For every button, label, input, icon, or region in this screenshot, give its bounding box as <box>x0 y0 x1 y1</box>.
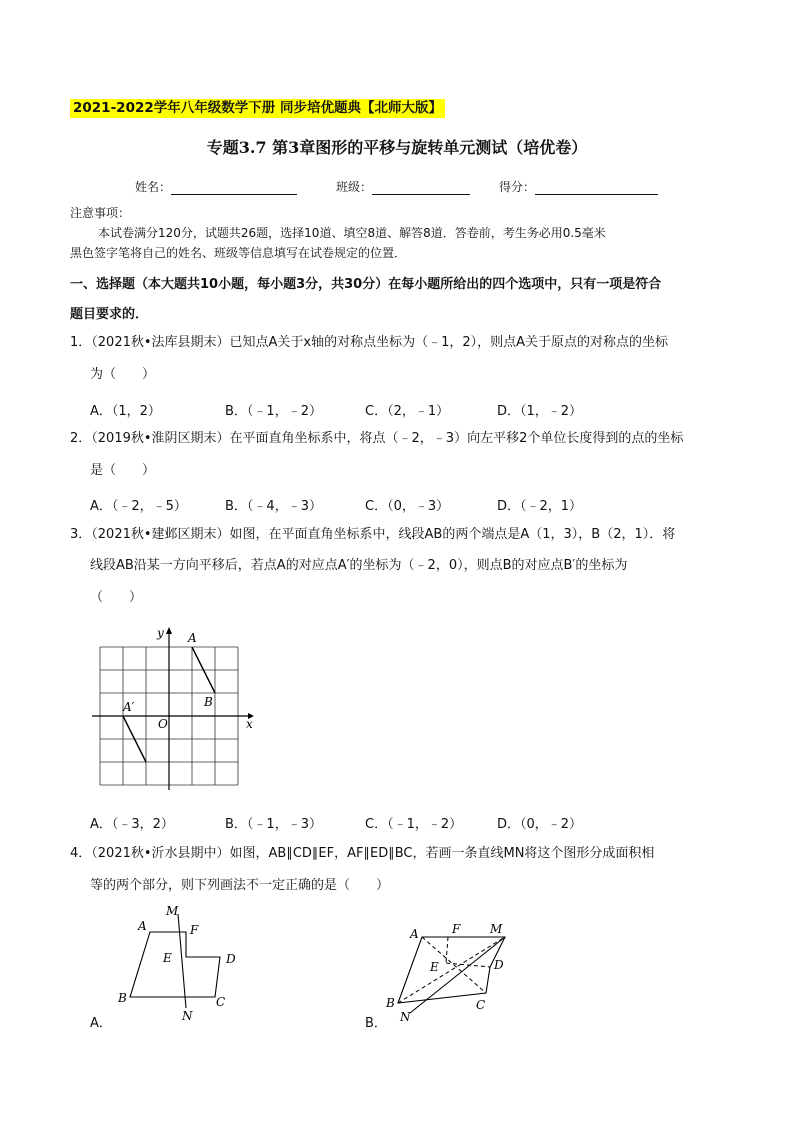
q3-point-b-label: B <box>204 695 213 709</box>
q4a-label-b: B <box>118 991 127 1005</box>
q3-origin-label: O <box>158 717 168 731</box>
q3-x-label: x <box>246 717 253 731</box>
q1-option-a: A．（1，2） <box>90 404 161 419</box>
q4b-label-n: N <box>400 1010 411 1024</box>
q4a-label-e: E <box>163 951 172 965</box>
score-field <box>499 178 658 195</box>
q4b-label-c: C <box>476 998 486 1012</box>
q1-line2: 为（ ） <box>90 367 156 382</box>
section1-line1: 一、选择题（本大题共10小题，每小题3分，共30分）在每小题所给出的四个选项中，只有一项是符合 <box>70 277 662 292</box>
q4-line2: 等的两个部分，则下列画法不一定正确的是（ ） <box>90 878 390 893</box>
q1-option-b: B．（﹣1，﹣2） <box>225 404 322 419</box>
q2-option-d: D．（﹣2，1） <box>497 499 583 514</box>
q4a-shape <box>130 932 220 997</box>
q3-line1: 3．（2021秋•建邺区期末）如图，在平面直角坐标系中，线段AB的两个端点是A（1，3），B（2，1）．将 <box>70 527 676 542</box>
q2-line1: 2．（2019秋•淮阴区期末）在平面直角坐标系中，将点（﹣2，﹣3）向左平移2个单位长度得到的点的坐标 <box>70 431 684 446</box>
q1-option-d: D．（1，﹣2） <box>497 404 583 419</box>
q4b-label-f: F <box>452 922 461 936</box>
score-blank <box>535 182 658 195</box>
q4b-label-d: D <box>494 958 504 972</box>
q3-point-a-label: A <box>188 631 197 645</box>
section1-line2: 题目要求的． <box>70 307 149 322</box>
q3-option-d: D．（0，﹣2） <box>497 817 583 832</box>
q4-figure-b <box>380 915 520 1025</box>
class-blank <box>372 182 470 195</box>
q3-y-arrow-icon <box>166 627 172 634</box>
q4-figure-b-caption: B． <box>365 1016 387 1031</box>
q4a-label-f: F <box>190 923 199 937</box>
q4a-label-a: A <box>138 919 147 933</box>
q4b-label-a: A <box>410 927 419 941</box>
q4a-label-n: N <box>182 1009 193 1023</box>
q3-option-b: B．（﹣1，﹣3） <box>225 817 322 832</box>
q4b-label-b: B <box>386 996 395 1010</box>
q3-option-c: C．（﹣1，﹣2） <box>365 817 463 832</box>
q4a-label-d: D <box>226 952 236 966</box>
name-field <box>135 178 297 195</box>
q3-coordinate-figure <box>90 620 260 790</box>
q3-y-label: y <box>157 626 164 640</box>
q4a-label-c: C <box>216 995 226 1009</box>
q2-option-a: A．（﹣2，﹣5） <box>90 499 187 514</box>
q4b-diagonal-bm <box>398 937 505 1003</box>
class-field <box>336 178 470 195</box>
q2-option-b: B．（﹣4，﹣3） <box>225 499 322 514</box>
q3-line3: （ ） <box>90 590 143 605</box>
q1-line1: 1．（2021秋•法库县期末）已知点A关于x轴的对称点坐标为（﹣1，2），则点A关于原点的对称点的坐标 <box>70 335 669 350</box>
q4b-line-mn <box>410 937 505 1013</box>
notes-line2: 黑色签字笔将自己的姓名、班级等信息填写在试卷规定的位置． <box>70 246 407 260</box>
q4a-line-mn <box>178 914 186 1008</box>
page-title: 专题3.7 第3章图形的平移与旋转单元测试（培优卷） <box>206 138 588 157</box>
q4b-label-m: M <box>490 922 503 936</box>
notes-heading: 注意事项： <box>70 206 131 220</box>
q2-option-c: C．（0，﹣3） <box>365 499 450 514</box>
q4b-label-e: E <box>430 960 439 974</box>
q1-option-c: C．（2，﹣1） <box>365 404 450 419</box>
q4-line1: 4．（2021秋•沂水县期中）如图，AB∥CD∥EF，AF∥ED∥BC，若画一条直线MN将这个图形分成面积相 <box>70 846 655 861</box>
q4-figure-a-caption: A． <box>90 1016 112 1031</box>
class-label: 班级： <box>336 180 373 194</box>
name-blank <box>171 182 297 195</box>
name-label: 姓名： <box>135 180 172 194</box>
score-label: 得分： <box>499 180 536 194</box>
header-banner: 2021-2022学年八年级数学下册 同步培优题典【北师大版】 <box>70 99 445 118</box>
q2-line2: 是（ ） <box>90 463 156 478</box>
q3-option-a: A．（﹣3，2） <box>90 817 174 832</box>
q4b-line-fe <box>446 937 448 963</box>
q3-line2: 线段AB沿某一方向平移后，若点A的对应点A′的坐标为（﹣2，0），则点B的对应点B′的坐标为 <box>90 558 628 573</box>
q3-point-a-prime-label: A′ <box>123 700 135 714</box>
q4a-label-m: M <box>166 904 179 918</box>
q4-figure-a <box>110 900 250 1025</box>
notes-line1: 本试卷满分120分，试题共26题，选择10道、填空8道、解答8道．答卷前，考生务必用0.5毫米 <box>98 226 606 240</box>
